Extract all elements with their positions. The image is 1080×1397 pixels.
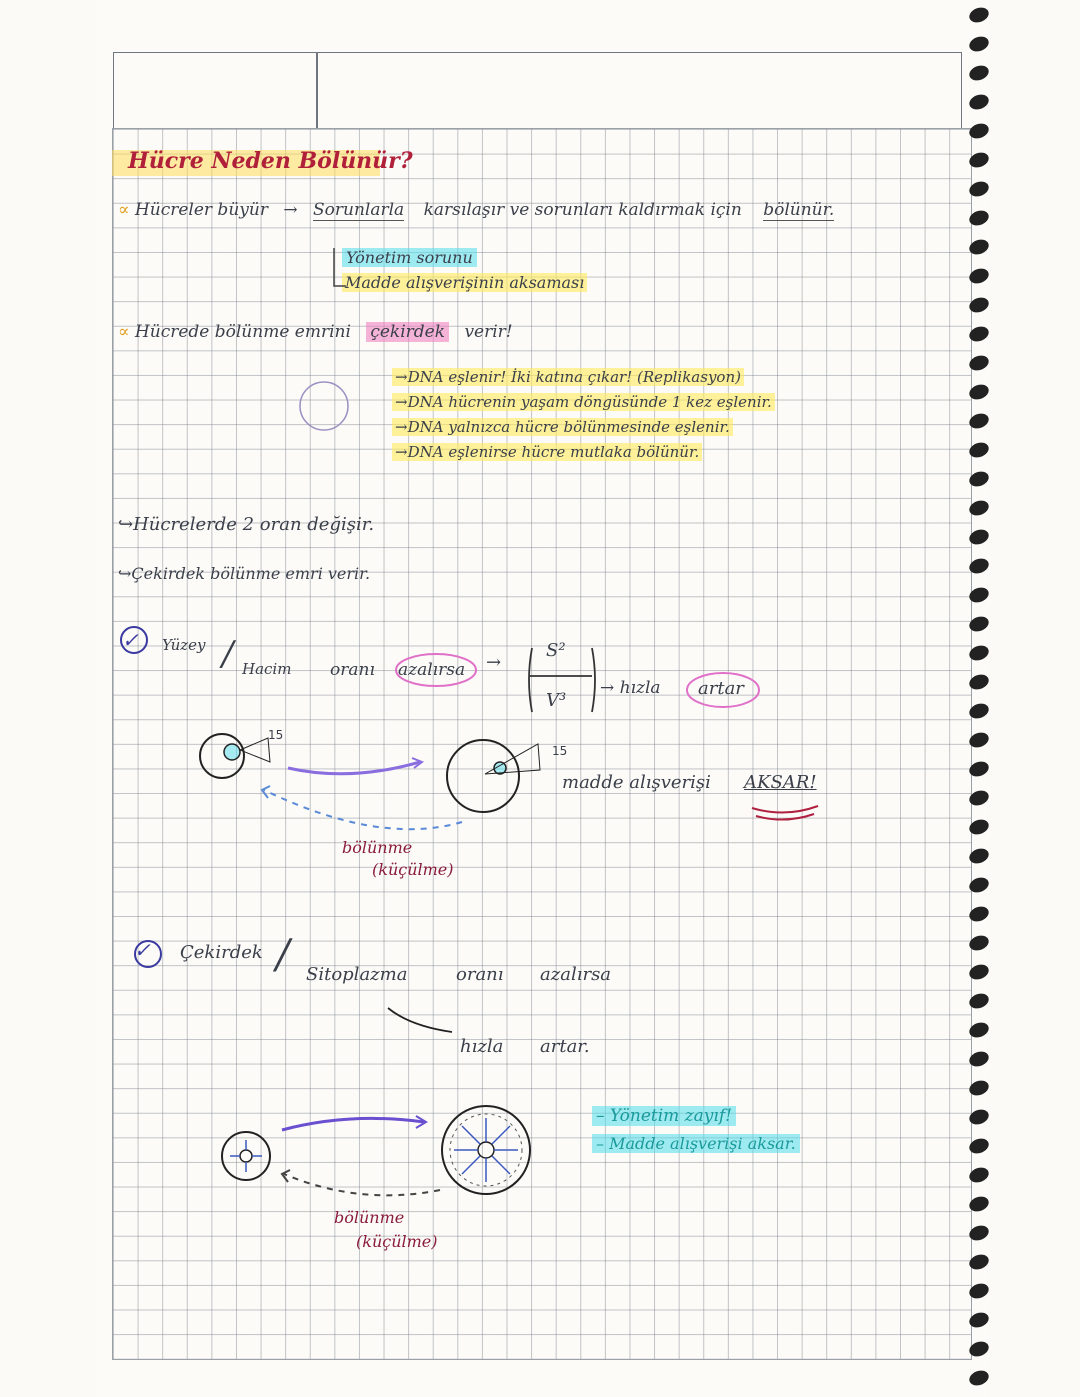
line1-a: Hücreler büyür [134,200,268,220]
diagram1-note: madde alışverişi [562,772,711,793]
frac-right-bracket [592,648,595,712]
small-cell-arrows [230,1140,262,1172]
problem-1: Yönetim sorunu [342,248,477,267]
check-icon-2: ✓ [134,938,151,962]
aksar-underline-2 [756,814,814,820]
line2-a: Hücrede bölünme emrini [134,322,351,342]
diagram2-division: bölünme [334,1208,405,1227]
check-circle-2 [135,941,161,967]
ratio2-d: artar. [540,1036,590,1057]
ratio2-b: azalırsa [540,964,612,985]
ratio1-slash: / [222,634,234,674]
ratio1-c: → hızla [600,678,661,698]
ratio2-curve-arrow [388,1008,452,1032]
big-cell-arrows [454,1118,518,1182]
check-icon-1: ✓ [122,628,139,652]
small-cell-label: 15 [268,728,284,742]
ratio2-num: Çekirdek [180,942,263,963]
ratio1-den: Hacim [242,660,292,678]
dna-note-3: →DNA yalnızca hücre bölünmesinde eşlenir. [392,418,733,436]
ratio1-arrow: → [486,652,502,673]
dna-note-2: →DNA hücrenin yaşam döngüsünde 1 kez eşlenir. [392,393,775,411]
growth-arrow-1 [288,762,420,774]
small-nucleus [224,744,240,760]
line2-bullet: ∝ [118,322,130,342]
faint-circle [300,382,348,430]
big-nucleus-2 [478,1142,494,1158]
problem-bracket [334,248,346,286]
ratio2-slash: / [276,932,290,978]
ratio1-b: azalırsa [398,660,466,680]
diagram2-shrink: (küçülme) [356,1232,438,1251]
small-nucleus-2 [240,1150,252,1162]
diagram1-note-emph: AKSAR! [744,772,817,793]
diagram1-shrink: (küçülme) [372,860,454,879]
ratio2-c: hızla [460,1036,504,1057]
line1-bullet: ∝ [118,200,130,220]
big-cell-label: 15 [552,744,568,758]
big-wedge [485,744,540,774]
ratio1-frac-top: S² [546,640,566,661]
line2-b: çekirdek [366,322,449,342]
check-circle-1 [121,627,147,653]
line1-d: bölünür. [763,200,835,220]
line1-c: karsılaşır ve sorunları kaldırmak için [423,200,742,220]
line3: ↪Hücrelerde 2 oran değişir. [118,514,375,535]
growth-arrow-2 [282,1118,424,1130]
aksar-underline-1 [752,806,818,813]
diagram2-note-1: – Yönetim zayıf! [592,1106,736,1126]
frac-left-bracket [529,648,532,712]
division-arrow-1 [264,790,462,829]
ratio1-frac-bottom: V³ [546,690,567,711]
diagram2-note-2: – Madde alışverişi aksar. [592,1134,800,1153]
azalirsa-oval [396,654,476,686]
line4: ↪Çekirdek bölünme emri verir. [118,564,371,583]
line2-c: verir! [464,322,513,342]
dna-note-1: →DNA eşlenir! İki katına çıkar! (Replikasyon) [392,368,744,386]
division-arrowhead-1 [262,786,270,798]
diagram1-division: bölünme [342,838,413,857]
small-cell-2 [222,1132,270,1180]
division-arrow-2 [284,1174,440,1195]
ratio2-den: Sitoplazma [306,964,408,985]
ratio1-a: oranı [330,660,375,680]
ratio1-num: Yüzey [162,636,206,654]
line1-b: Sorunlarla [313,200,405,220]
division-arrowhead-2 [282,1170,290,1182]
page-title: Hücre Neden Bölünür? [128,148,413,174]
artar-oval [687,673,759,707]
big-cell [447,740,519,812]
ratio2-a: oranı [456,964,504,985]
problem-2: Madde alışverişinin aksaması [342,273,587,292]
dna-note-4: →DNA eşlenirse hücre mutlaka bölünür. [392,443,702,461]
line1-arrow: → [283,200,298,220]
ratio1-d: artar [698,678,744,699]
